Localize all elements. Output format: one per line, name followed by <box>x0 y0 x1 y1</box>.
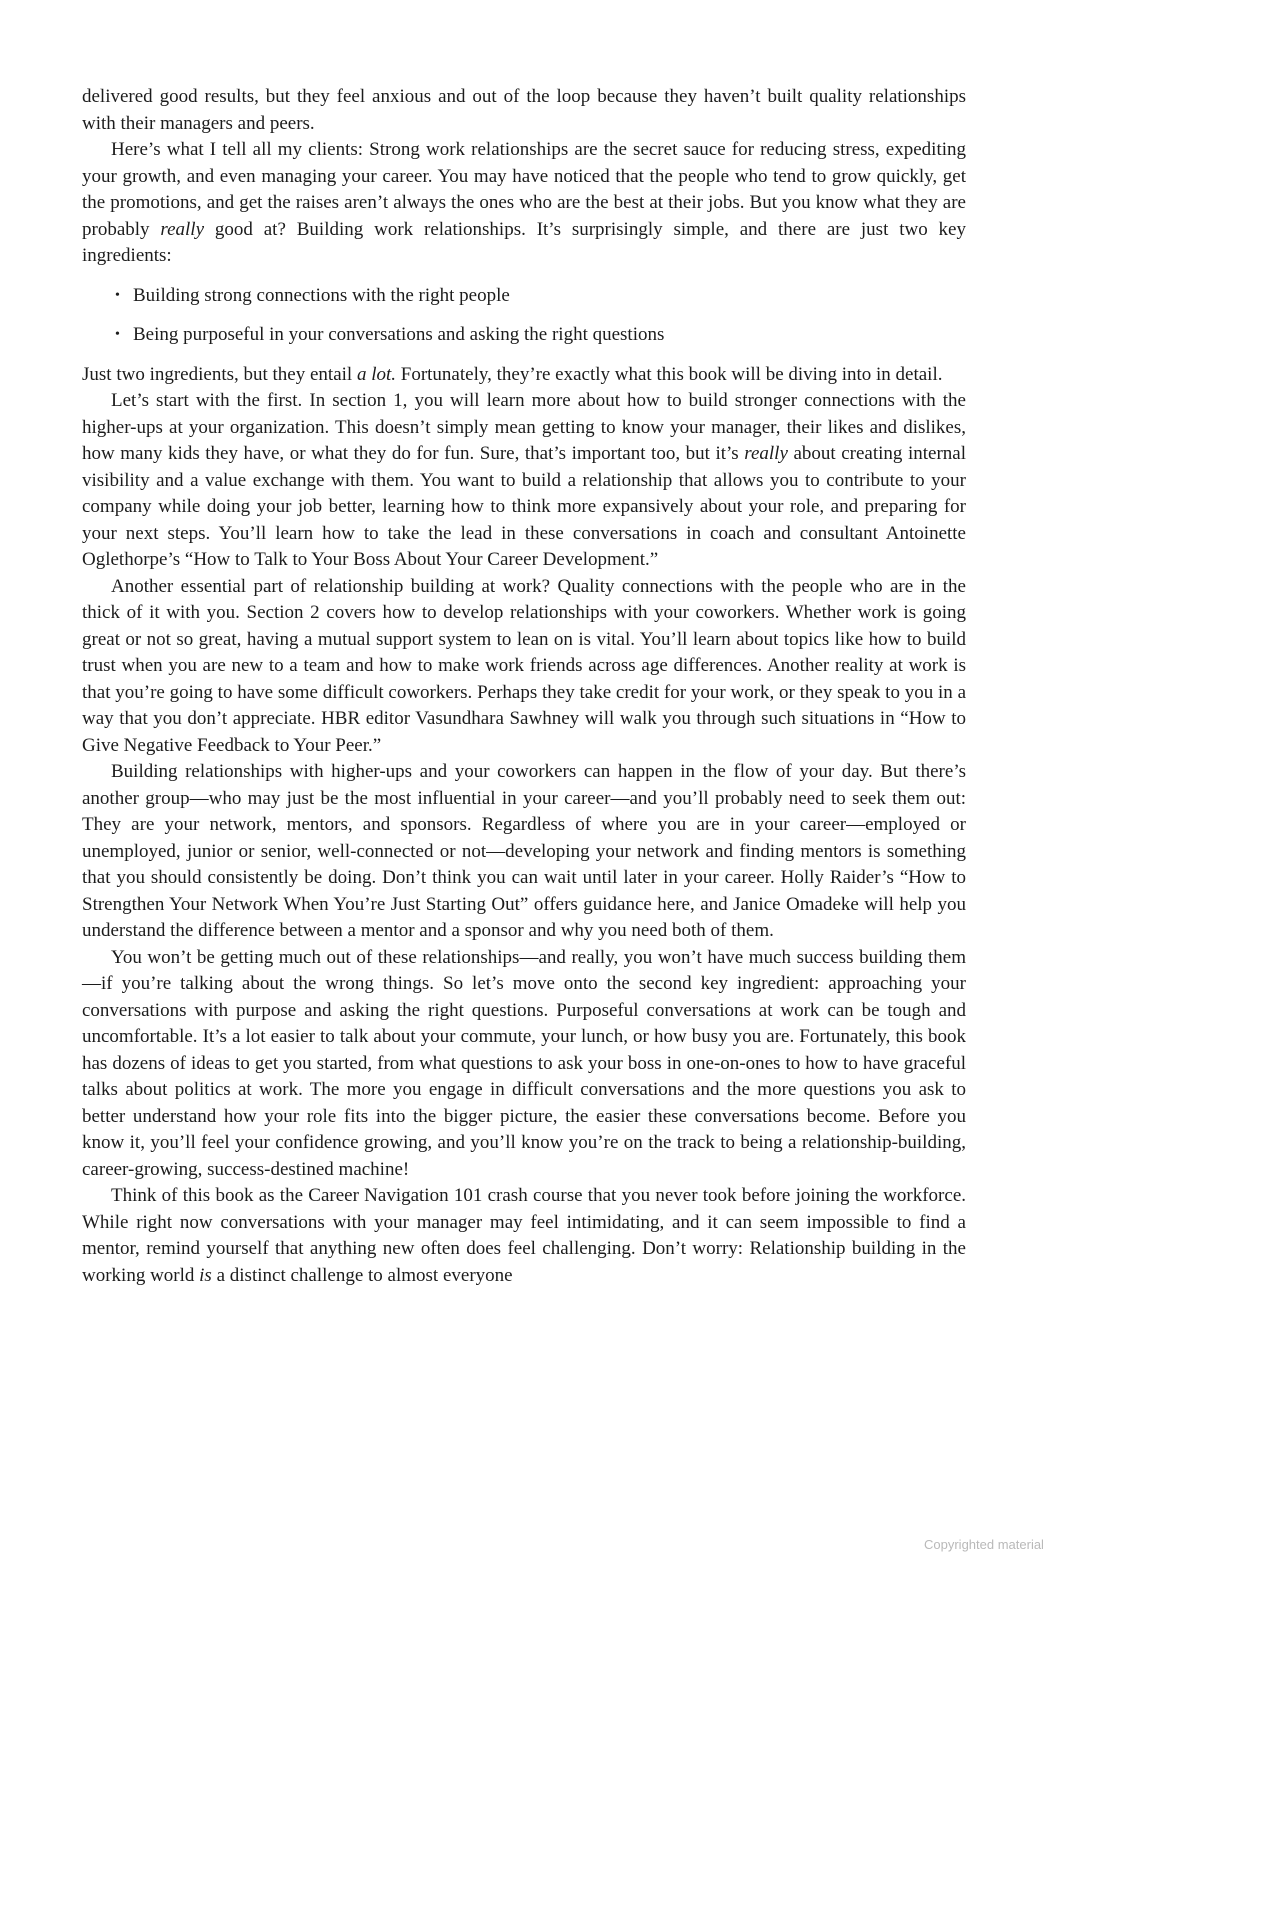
paragraph <box>82 388 966 574</box>
italic-text-run: a lot. <box>356 363 396 385</box>
text-run: Fortunately, they’re exactly what this book will be diving into in detail. <box>396 363 943 385</box>
text-run: Building relationships with higher-ups and your coworkers can happen in the flow of your day. But there’s another group—who may just be the most influential in your career—and you’ll probably need to seek them out: They are your network, mentors, and sponsors. Regardless of where you are in your career—employed or unemployed, junior or senior, well-connected or not—developing your network and finding mentors is something that you should consistently be doing. Don’t think you can wait until later in your career. Holly Raider’s “How to Strengthen Your Network When You’re Just Starting Out” offers guidance here, and Janice Omadeke will help you understand the difference between a mentor and a sponsor and why you need both of them. <box>82 761 966 941</box>
text-run: You won’t be getting much out of these relationships—and really, you won’t have much success building them—if you’re talking about the wrong things. So let’s move onto the second key ingredient: approaching your conversations with purpose and asking the right questions. Purposeful conversations at work can be tough and uncomfortable. It’s a lot easier to talk about your commute, your lunch, or how busy you are. Fortunately, this book has dozens of ideas to get you started, from what questions to ask your boss in one-on-ones to how to have graceful talks about politics at work. The more you engage in difficult conversations and the more questions you ask to better understand how your role fits into the bigger picture, the easier these conversations become. Before you know it, you’ll feel your confidence growing, and you’ll know you’re on the track to being a relationship-building, career-growing, success-destined machine! <box>82 946 966 1180</box>
bullet-icon: • <box>115 327 120 342</box>
paragraph <box>82 137 966 270</box>
paragraph <box>82 1183 966 1289</box>
paragraph <box>82 574 966 760</box>
italic-text-run: really <box>160 218 205 240</box>
paragraph <box>82 759 966 945</box>
italic-text-run: really <box>744 443 788 464</box>
italic-text-run: is <box>199 1264 212 1286</box>
bullet-text <box>133 322 966 349</box>
text-run: Think of this book as the Career Navigation 101 crash course that you never took before joining the workforce. While right now conversations with your manager may feel intimidating, and it can seem impossible to find a mentor, remind yourself that anything new often does feel challenging. Don’t worry: Relationship building in the working world <box>82 1185 966 1286</box>
body-text <box>82 84 966 1289</box>
text-run: a distinct challenge to almost everyone <box>211 1264 513 1286</box>
text-run: Another essential part of relationship building at work? Quality connections with the people who are in the thick of it with you. Section 2 covers how to develop relationships with your coworkers. Whether work is going great or not so great, having a mutual support system to lean on is vital. You’ll learn about topics like how to build trust when you are new to a team and how to make work friends across age differences. Another reality at work is that you’re going to have some difficult coworkers. Perhaps they take credit for your work, or they speak to you in a way that you don’t appreciate. HBR editor Vasundhara Sawhney will walk you through such situations in “How to Give Negative Feedback to Your Peer.” <box>82 575 966 756</box>
text-run: Let’s start with the first. In section 1, you will learn more about how to build stronger connections with the higher-ups at your organization. This doesn’t simply mean getting to know your manager, their likes and dislikes, how many kids they have, or what they do for fun. Sure, that’s important too, but it’s <box>82 390 966 464</box>
bullet-text <box>133 283 966 310</box>
text-run: about creating internal visibility and a value exchange with them. You want to build a relationship that allows you to contribute to your company while doing your job better, learning how to think more expansively about your role, and preparing for your next steps. You’ll learn how to take the lead in these conversations in coach and consultant Antoinette Oglethorpe’s “How to Talk to Your Boss About Your Career Development.” <box>82 443 966 570</box>
text-run: Here’s what I tell all my clients: Strong work relationships are the secret sauce for reducing stress, expediting your growth, and even managing your career. You may have noticed that the people who tend to grow quickly, get the promotions, and get the raises aren’t always the ones who are the best at their jobs. But you know what they are probably <box>82 139 966 240</box>
bullet-item <box>115 283 966 310</box>
text-run: Just two ingredients, but they entail <box>82 363 357 385</box>
text-run: Being purposeful in your conversations and asking the right questions <box>133 324 665 345</box>
paragraph <box>82 945 966 1184</box>
bullet-icon: • <box>115 287 120 303</box>
paragraph <box>82 362 966 389</box>
text-run: delivered good results, but they feel anxious and out of the loop because they haven’t built quality relationships with their managers and peers. <box>82 86 966 134</box>
paragraph <box>82 84 966 137</box>
text-run: good at? Building work relationships. It’s surprisingly simple, and there are just two key ingredients: <box>82 218 966 266</box>
bullet-item <box>115 322 966 349</box>
copyright-watermark: Copyrighted material <box>924 1537 1044 1552</box>
text-run: Building strong connections with the right people <box>133 284 510 306</box>
